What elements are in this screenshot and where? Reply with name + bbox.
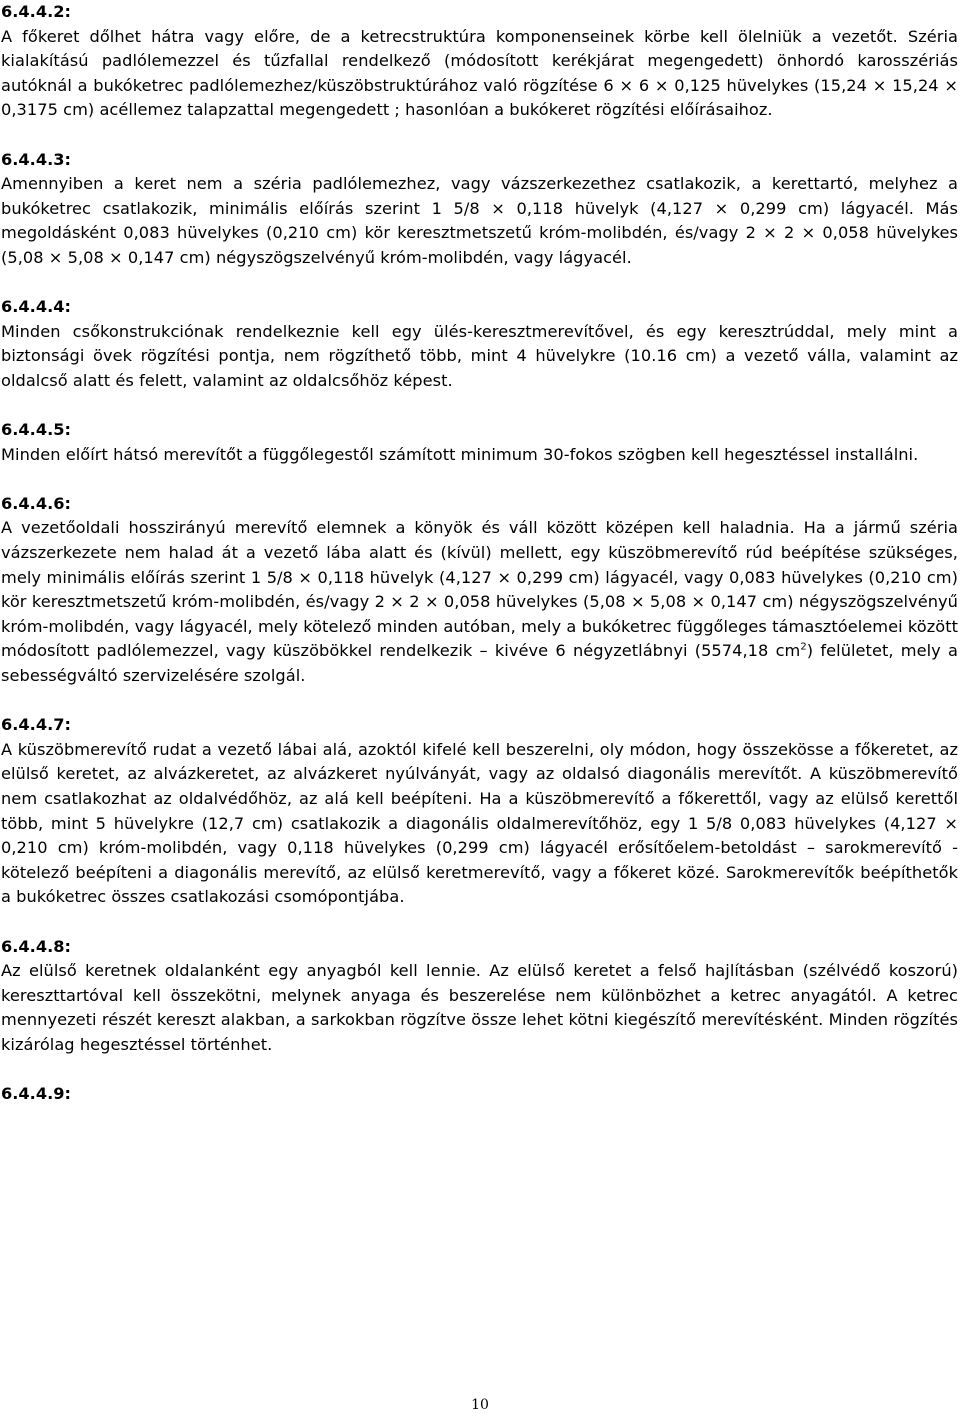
page-number: 10: [471, 1397, 489, 1413]
section-paragraph: Minden előírt hátsó merevítőt a függőlegestől számított minimum 30-fokos szögben kell hegesztéssel installálni.: [1, 444, 919, 464]
section-6-4-4-6: [1, 492, 958, 689]
section-paragraph: A főkeret dőlhet hátra vagy előre, de a ketrecstruktúra komponenseinek körbe kell ölelniük a vezetőt. Széria kialakítású padlólemezzel és tűzfallal rendelkező (módosított kerékjárat megengedett) önhordó karosszériás autóknál a bukóketrec padlólemezhez/küszöbstruktúrához való rögzítése 6 × 6 × 0,125 hüvelykes (15,24 × 15,24 × 0,3175 cm) acéllemez talapzattal megengedett ; hasonlóan a bukókeret rögzítési előírásaihoz.: [1, 26, 958, 120]
section-6-4-4-7: [1, 713, 958, 910]
section-6-4-4-4: [1, 295, 958, 393]
section-6-4-4-3: [1, 148, 958, 271]
section-heading: 6.4.4.4:: [1, 297, 71, 317]
section-heading: 6.4.4.9:: [1, 1084, 71, 1104]
section-heading: 6.4.4.3:: [1, 149, 71, 169]
section-heading: 6.4.4.8:: [1, 936, 71, 956]
section-paragraph: Az elülső keretnek oldalanként egy anyagból kell lennie. Az elülső keretet a felső hajlításban (szélvédő koszorú) kereszttartóval kell összekötni, melynek anyaga és beszerelése nem különbözhet a ketrec anyagától. A ketrec mennyezeti részét kereszt alakban, a sarkokban rögzítve össze lehet kötni kiegészítő merevítésként. Minden rögzítés kizárólag hegesztéssel történhet.: [1, 961, 958, 1054]
section-heading: 6.4.4.2:: [1, 2, 71, 21]
section-6-4-4-5: [1, 418, 958, 467]
section-paragraph: A küszöbmerevítő rudat a vezető lábai alá, azoktól kifelé kell beszerelni, oly módon, hogy összekösse a főkeretet, az elülső keretet, az alvázkeretet, az alvázkeret nyúlványát, vagy az oldalsó diagonális merevítőt. A küszöbmerevítő nem csatlakozhat az oldalvédőhöz, az alá kell beépíteni. Ha a küszöbmerevítő a főkerettől, vagy az elülső kerettől több, mint 5 hüvelykre (12,7 cm) csatlakozik a diagonális oldalmerevítőhöz, egy 1 5/8 0,083 hüvelykes (4,127 × 0,210 cm) króm-molibdén, vagy 0,118 hüvelykes (0,299 cm) lágyacél erősítőelem-betoldást – sarokmerevítő - kötelező beépíteni a diagonális merevítő, az elülső keretmerevítő, vagy a főkeret közé. Sarokmerevítők beépíthetők a bukóketrec összes csatlakozási csomópontjába.: [1, 739, 958, 907]
section-paragraph: Amennyiben a keret nem a széria padlólemezhez, vagy vázszerkezethez csatlakozik, a kerettartó, melyhez a bukóketrec csatlakozik, minimális előírás szerint 1 5/8 × 0,118 hüvelyk (4,127 × 0,299 cm) lágyacél. Más megoldásként 0,083 hüvelykes (0,210 cm) kör keresztmetszetű króm-molibdén, és/vagy 2 × 2 × 0,058 hüvelykes (5,08 × 5,08 × 0,147 cm) négyszögszelvényű króm-molibdén, vagy lágyacél.: [1, 174, 958, 267]
paragraph-text: A vezetőoldali hosszirányú merevítő elemnek a könyök és váll között középen kell haladnia. Ha a jármű széria vázszerkezete nem halad át a vezető lába alatt és (kívül) mellett, egy küszöbmerevítő rúd beépítése szükséges, mely minimális előírás szerint 1 5/8 × 0,118 hüvelyk (4,127 × 0,299 cm) lágyacél, vagy 0,083 hüvelykes (0,210 cm) kör keresztmetszetű króm-molibdén, és/vagy 2 × 2 × 0,058 hüvelykes (5,08 × 5,08 × 0,147 cm) négyszögszelvényű króm-molibdén, vagy lágyacél, mely kötelező minden autóban, mely a bukóketrec függőleges támasztóelemei között módosított padlólemezzel, vagy küszöbökkel rendelkezik – kivéve 6 négyzetlábnyi (5574,18 cm: [1, 518, 958, 661]
section-heading: 6.4.4.6:: [1, 493, 71, 513]
section-paragraph: [1, 516, 958, 688]
paragraph-text-continued: ) felületet, mely a sebességváltó szervizelésére szolgál.: [1, 641, 958, 686]
superscript-2: 2: [800, 642, 807, 654]
section-6-4-4-9: [1, 1082, 958, 1107]
section-heading: 6.4.4.7:: [1, 715, 71, 735]
section-6-4-4-8: [1, 935, 958, 1058]
section-heading: 6.4.4.5:: [1, 420, 71, 440]
section-6-4-4-2: [1, 0, 958, 123]
section-paragraph: Minden csőkonstrukciónak rendelkeznie kell egy ülés-keresztmerevítővel, és egy keresztrúddal, mely mint a biztonsági övek rögzítési pontja, nem rögzíthető több, mint 4 hüvelykre (10.16 cm) a vezető válla, valamint az oldalcső alatt és felett, valamint az oldalcsőhöz képest.: [1, 321, 958, 390]
